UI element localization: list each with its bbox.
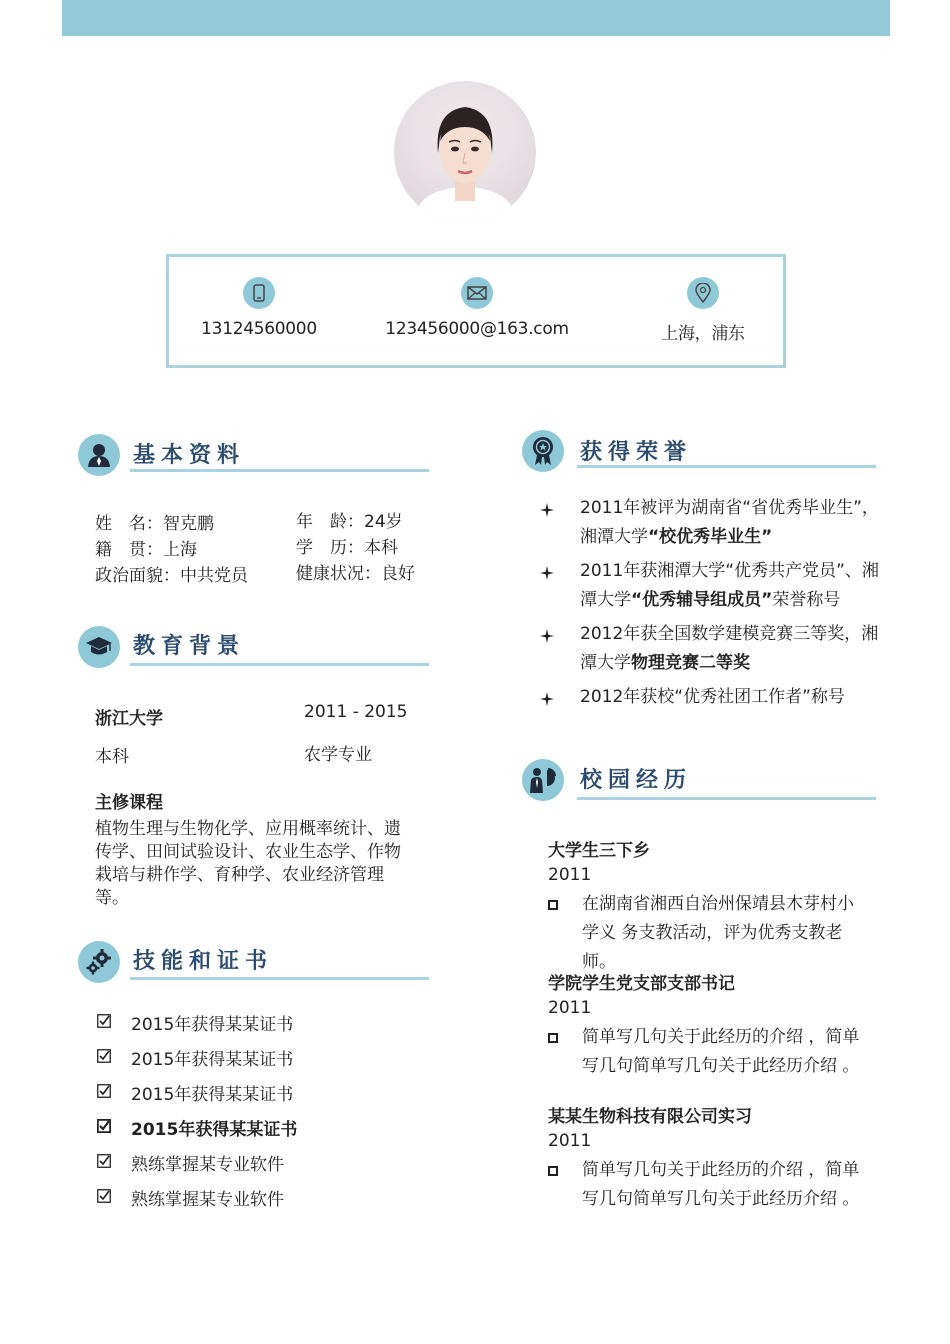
experience-year: 2011 <box>548 865 592 885</box>
graduation-cap-icon <box>78 626 120 668</box>
skill-text: 2015年获得某某证书 <box>131 1120 298 1140</box>
skill-text: 2015年获得某某证书 <box>131 1015 294 1035</box>
honor-text-suffix: 荣誉称号 <box>772 590 841 610</box>
section-title-honors: 获得荣誉 <box>580 440 693 465</box>
location-pin-icon <box>687 277 719 309</box>
origin-row <box>95 535 197 560</box>
experience-desc <box>548 890 868 972</box>
age-label: 年 龄： <box>296 512 364 532</box>
checkbox-checked-icon <box>97 1084 111 1098</box>
age-value: 24岁 <box>364 512 403 532</box>
education-level-row <box>296 533 398 558</box>
experience-desc <box>548 1156 868 1216</box>
honor-text-main: 2012年获校“优秀社团工作者”称号 <box>580 687 845 707</box>
four-point-star-icon <box>540 692 554 706</box>
honor-text-emphasis: “校优秀毕业生” <box>648 527 773 547</box>
origin-label: 籍 贯： <box>95 540 163 560</box>
person-icon <box>78 434 120 476</box>
phone-icon <box>243 277 275 309</box>
skill-text: 2015年获得某某证书 <box>131 1085 294 1105</box>
name-label: 姓 名： <box>95 514 163 534</box>
experience-text: 简单写几句关于此经历的介绍 ，简单写几句简单写几句关于此经历介绍 。 <box>582 1160 860 1209</box>
location-text: 上海，浦东 <box>661 324 745 344</box>
phone-number: 13124560000 <box>201 319 317 339</box>
experience-year: 2011 <box>548 998 592 1018</box>
experience-text: 简单写几句关于此经历的介绍 ，简单写几句简单写几句关于此经历介绍 。 <box>582 1027 860 1076</box>
four-point-star-icon <box>540 503 554 517</box>
section-divider <box>130 469 429 472</box>
section-title-basic: 基本资料 <box>133 443 246 468</box>
top-banner <box>62 0 890 36</box>
education-level-label: 学 历： <box>296 538 364 558</box>
experience-title: 某某生物科技有限公司实习 <box>548 1107 752 1127</box>
section-divider <box>130 663 429 666</box>
experience-text: 在湖南省湘西自治州保靖县木芽村小学义 务支教活动，评为优秀支教老师。 <box>582 894 854 972</box>
experience-title: 大学生三下乡 <box>548 841 650 861</box>
section-title-campus: 校园经历 <box>580 768 693 793</box>
health-value: 良好 <box>381 564 415 584</box>
honor-text-emphasis: “优秀辅导组成员” <box>631 590 773 610</box>
degree: 本科 <box>95 747 129 767</box>
award-medal-icon <box>522 430 564 472</box>
envelope-icon <box>461 277 493 309</box>
square-bullet-icon <box>548 1166 558 1176</box>
portrait-illustration <box>394 81 536 223</box>
major: 农学专业 <box>304 745 372 765</box>
health-row <box>296 559 415 584</box>
experience-title: 学院学生党支部支部书记 <box>548 974 735 994</box>
political-row <box>95 561 248 586</box>
courses-title: 主修课程 <box>95 793 163 813</box>
checkbox-checked-icon <box>97 1119 111 1133</box>
gears-icon <box>78 941 120 983</box>
origin-value: 上海 <box>163 540 197 560</box>
checkbox-checked-icon <box>97 1014 111 1028</box>
skill-text: 熟练掌握某专业软件 <box>131 1190 284 1210</box>
four-point-star-icon <box>540 566 554 580</box>
section-title-skills: 技能和证书 <box>133 949 274 974</box>
name-value: 智克鹏 <box>163 514 214 534</box>
contact-box <box>166 254 786 368</box>
four-point-star-icon <box>540 629 554 643</box>
contact-location <box>593 277 813 344</box>
skill-text: 熟练掌握某专业软件 <box>131 1155 284 1175</box>
school-name: 浙江大学 <box>95 709 163 729</box>
honor-item <box>540 557 880 617</box>
square-bullet-icon <box>548 900 558 910</box>
presenter-chart-icon <box>522 759 564 801</box>
study-period: 2011 - 2015 <box>304 702 408 722</box>
section-divider <box>130 977 429 980</box>
skill-text: 2015年获得某某证书 <box>131 1050 294 1070</box>
checkbox-checked-icon <box>97 1189 111 1203</box>
courses-list: 植物生理与生物化学、应用概率统计、遗传学、田间试验设计、农业生态学、作物栽培与耕作学、育种学、农业经济管理等。 <box>95 819 401 908</box>
profile-photo <box>394 81 536 223</box>
honor-text <box>580 620 880 678</box>
contact-email <box>367 277 587 339</box>
honor-text-main: 2012年获全国数学建模竞赛三等奖，湘潭大学 <box>580 624 879 673</box>
checkbox-checked-icon <box>97 1049 111 1063</box>
honor-text-main: 2011年被评为湖南省“省优秀毕业生”，湘潭大学 <box>580 498 879 547</box>
political-label: 政治面貌： <box>95 566 180 586</box>
honor-text <box>580 494 880 552</box>
health-label: 健康状况： <box>296 564 381 584</box>
name-row <box>95 509 214 534</box>
section-divider <box>577 797 876 800</box>
checkbox-checked-icon <box>97 1154 111 1168</box>
experience-desc <box>548 1023 868 1083</box>
honor-item <box>540 683 880 743</box>
honor-text-main: 2011年获湘潭大学“优秀共产党员”、湘潭大学 <box>580 561 879 610</box>
section-title-education: 教育背景 <box>133 634 246 659</box>
square-bullet-icon <box>548 1033 558 1043</box>
honor-text-emphasis: 物理竞赛二等奖 <box>631 653 750 673</box>
honor-text <box>580 557 880 615</box>
honor-item <box>540 494 880 554</box>
political-value: 中共党员 <box>180 566 248 586</box>
experience-year: 2011 <box>548 1131 592 1151</box>
email-address: 123456000@163.com <box>385 319 569 339</box>
education-level-value: 本科 <box>364 538 398 558</box>
contact-phone <box>149 277 369 339</box>
honor-text <box>580 683 880 712</box>
honor-item <box>540 620 880 680</box>
age-row <box>296 507 403 532</box>
section-divider <box>577 465 876 468</box>
